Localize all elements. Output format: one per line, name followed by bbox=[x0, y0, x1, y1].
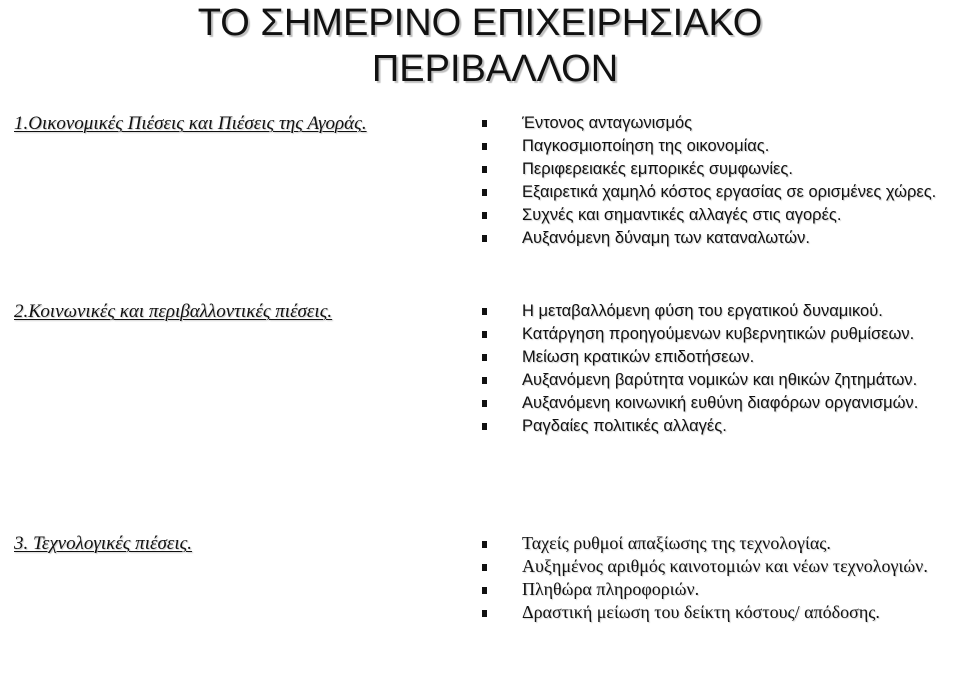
list-item bbox=[482, 601, 950, 624]
square-bullet-icon bbox=[482, 120, 487, 127]
square-bullet-icon bbox=[482, 541, 487, 548]
list-item-text: Κατάργηση προηγούμενων κυβερνητικών ρυθμίσεων. bbox=[522, 325, 915, 343]
list-item bbox=[482, 323, 950, 346]
bullet-list bbox=[482, 300, 950, 438]
list-item-text: Μείωση κρατικών επιδοτήσεων. bbox=[522, 348, 755, 366]
list-item-text: Αυξανόμενη δύναμη των καταναλωτών. bbox=[522, 229, 810, 247]
list-item bbox=[482, 392, 950, 415]
row-label: 1.Οικονομικές Πιέσεις και Πιέσεις της Αγοράς. bbox=[14, 113, 367, 134]
square-bullet-icon bbox=[482, 400, 487, 407]
list-item-text: Η μεταβαλλόμενη φύση του εργατικού δυναμικού. bbox=[522, 302, 883, 320]
list-item-text: Εξαιρετικά χαμηλό κόστος εργασίας σε ορισμένες χώρες. bbox=[522, 183, 937, 201]
square-bullet-icon bbox=[482, 423, 487, 430]
square-bullet-icon bbox=[482, 331, 487, 338]
list-item-text: Αυξημένος αριθμός καινοτομιών και νέων τεχνολογιών. bbox=[522, 556, 928, 576]
square-bullet-icon bbox=[482, 354, 487, 361]
square-bullet-icon bbox=[482, 189, 487, 196]
list-item bbox=[482, 181, 950, 204]
list-item bbox=[482, 369, 950, 392]
list-item bbox=[482, 532, 950, 555]
list-item-text: Πληθώρα πληροφοριών. bbox=[522, 579, 700, 599]
list-item-text: Παγκοσμιοποίηση της οικονομίας. bbox=[522, 137, 770, 155]
list-item-text: Περιφερειακές εμπορικές συμφωνίες. bbox=[522, 160, 793, 178]
title-line-1: ΤΟ ΣΗΜΕΡΙΝΟ ΕΠΙΧΕΙΡΗΣΙΑΚΟ bbox=[197, 2, 763, 44]
square-bullet-icon bbox=[482, 377, 487, 384]
list-item-text: Αυξανόμενη βαρύτητα νομικών και ηθικών ζητημάτων. bbox=[522, 371, 918, 389]
bullet-list bbox=[482, 112, 950, 250]
list-item-text: Ταχείς ρυθμοί απαξίωσης της τεχνολογίας. bbox=[522, 533, 831, 553]
list-item-text: Αυξανόμενη κοινωνική ευθύνη διαφόρων οργανισμών. bbox=[522, 394, 919, 412]
row-label: 3. Τεχνολογικές πιέσεις. bbox=[14, 533, 193, 554]
list-item bbox=[482, 158, 950, 181]
list-item bbox=[482, 112, 950, 135]
title-line-2: ΠΕΡΙΒΑΛΛΟΝ bbox=[371, 48, 619, 90]
list-item bbox=[482, 578, 950, 601]
bullet-list bbox=[482, 532, 950, 624]
list-item bbox=[482, 555, 950, 578]
square-bullet-icon bbox=[482, 166, 487, 173]
square-bullet-icon bbox=[482, 564, 487, 571]
list-item-text: Έντονος ανταγωνισμός bbox=[522, 114, 693, 132]
square-bullet-icon bbox=[482, 235, 487, 242]
list-item-text: Συχνές και σημαντικές αλλαγές στις αγορές. bbox=[522, 206, 842, 224]
square-bullet-icon bbox=[482, 143, 487, 150]
row-label: 2.Κοινωνικές και περιβαλλοντικές πιέσεις. bbox=[14, 301, 333, 322]
list-item-text: Ραγδαίες πολιτικές αλλαγές. bbox=[522, 417, 727, 435]
list-item-text: Δραστική μείωση του δείκτη κόστους/ απόδοσης. bbox=[522, 602, 880, 622]
list-item bbox=[482, 346, 950, 369]
list-item bbox=[482, 227, 950, 250]
square-bullet-icon bbox=[482, 308, 487, 315]
square-bullet-icon bbox=[482, 212, 487, 219]
list-item bbox=[482, 135, 950, 158]
square-bullet-icon bbox=[482, 587, 487, 594]
list-item bbox=[482, 300, 950, 323]
square-bullet-icon bbox=[482, 610, 487, 617]
list-item bbox=[482, 204, 950, 227]
list-item bbox=[482, 415, 950, 438]
